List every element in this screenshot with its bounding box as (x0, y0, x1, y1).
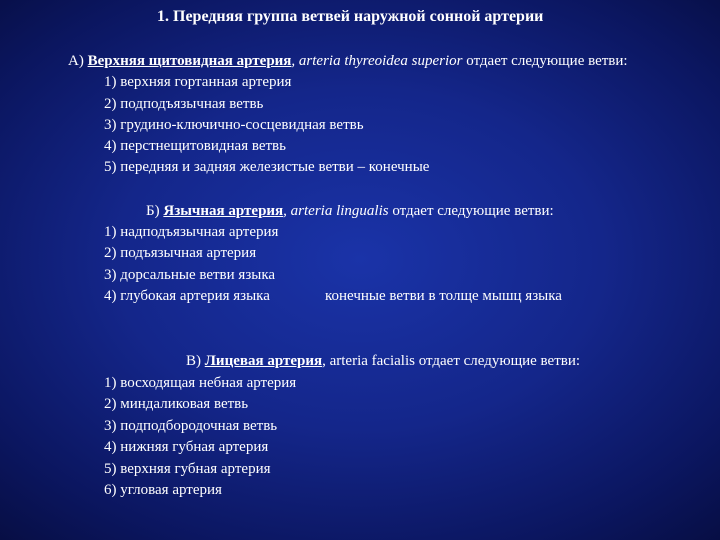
section-c-heading (186, 352, 580, 370)
list-item: 2) подъязычная артерия (104, 245, 257, 261)
section-b-prefix: Б) (146, 203, 164, 219)
section-b-suffix: отдает следующие ветви: (388, 203, 554, 219)
section-a-latin: , arteria thyreoidea superior (291, 53, 463, 69)
section-c-prefix: В) (186, 353, 205, 369)
section-a-suffix: отдает следующие ветви: (462, 53, 628, 69)
list-item: 2) миндаликовая ветвь (104, 396, 249, 412)
list-item: 2) подподъязычная ветвь (104, 96, 264, 112)
list-item: 3) дорсальные ветви языка (104, 267, 276, 283)
list-item: 4) перстнещитовидная ветвь (104, 138, 286, 154)
list-item: 3) грудино-ключично-сосцевидная ветвь (104, 117, 364, 133)
list-item: 1) восходящая небная артерия (104, 375, 297, 391)
section-c-title: Лицевая артерия (204, 353, 323, 369)
section-c-suffix: отдает следующие ветви: (414, 353, 581, 369)
list-item: 1) надподъязычная артерия (104, 224, 279, 240)
list-item: 1) верхняя гортанная артерия (104, 74, 292, 90)
section-b-title: Язычная артерия (163, 203, 284, 219)
list-item: 5) передняя и задняя железистые ветви – конечные (104, 159, 430, 175)
section-a-title: Верхняя щитовидная артерия (87, 53, 292, 69)
list-item: 4) глубокая артерия языка (104, 288, 270, 304)
section-a-prefix: А) (68, 53, 88, 69)
list-item: 5) верхняя губная артерия (104, 461, 271, 477)
list-item: 3) подподбородочная ветвь (104, 418, 278, 434)
section-b-latin: , arteria lingualis (283, 203, 389, 219)
section-c-latin: , arteria facialis (322, 353, 415, 369)
list-item: 6) угловая артерия (104, 482, 222, 498)
section-a-heading (68, 52, 628, 70)
list-item: 4) нижняя губная артерия (104, 439, 269, 455)
section-b-heading (146, 202, 554, 220)
page-title: 1. Передняя группа ветвей наружной сонной артерии (157, 8, 544, 25)
section-b-note: конечные ветви в толще мышц языка (325, 288, 562, 304)
